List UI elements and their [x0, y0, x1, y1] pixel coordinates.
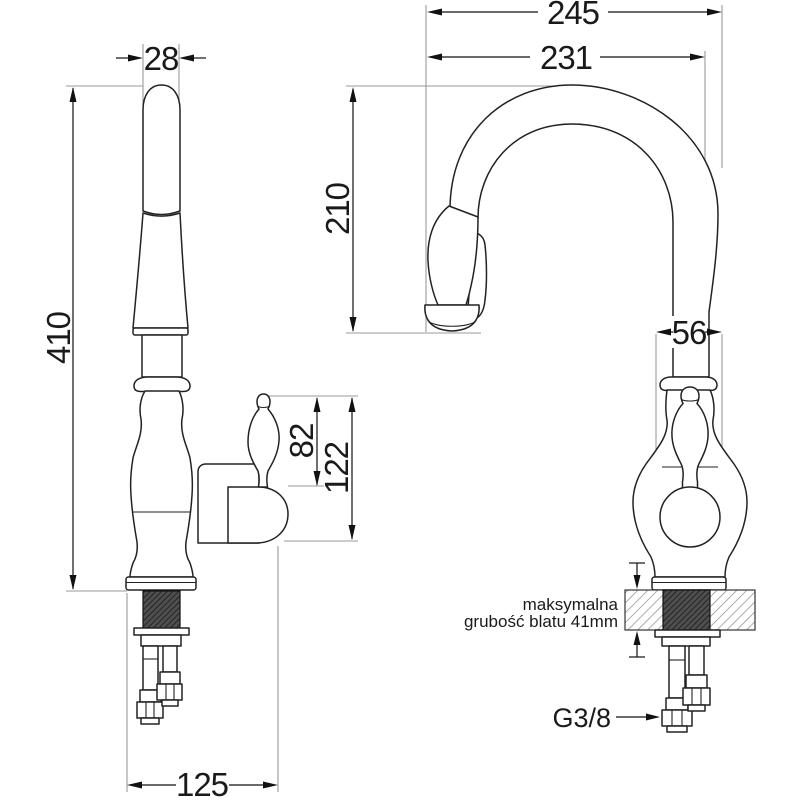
spray-head-cap-front	[143, 85, 180, 214]
spray-outlet-cup	[425, 305, 479, 331]
threaded-stem-side	[663, 590, 710, 630]
arrowhead	[656, 329, 671, 336]
hose-tube	[163, 646, 177, 672]
front-view-dimensions	[40, 40, 356, 800]
arrowhead	[427, 54, 442, 61]
side-view	[319, 0, 755, 733]
arrowhead	[263, 782, 278, 789]
countertop-note-line1: maksymalna	[522, 595, 618, 614]
mounting-flange-side	[655, 630, 720, 637]
hose-tube	[689, 646, 704, 675]
dim-spout-width-label: 28	[143, 40, 179, 77]
neck-front	[142, 335, 182, 377]
mounting-bracket-front	[141, 635, 181, 646]
dim-base-width-label: 56	[671, 314, 707, 351]
arrowhead	[70, 87, 77, 102]
dim-total-height-label: 410	[40, 311, 77, 365]
dim-handle-height-label: 82	[283, 423, 320, 459]
arrowhead	[634, 575, 641, 589]
dim-base-depth-label: 125	[175, 766, 229, 800]
dim-total-reach-label: 245	[546, 0, 600, 31]
hose-tip	[688, 705, 705, 711]
mounting-flange-front	[134, 628, 189, 635]
arrowhead	[127, 782, 142, 789]
supply-hoses-front	[137, 646, 182, 724]
arrowhead	[646, 714, 660, 721]
dim-spout-drop-label: 210	[319, 182, 356, 236]
hose-nut	[683, 688, 710, 705]
arrowhead	[70, 575, 77, 590]
arrowhead	[690, 54, 705, 61]
hose-nut	[137, 702, 163, 718]
dim-spout-reach-label: 231	[539, 39, 593, 76]
arrowhead	[179, 55, 194, 62]
hose-tip	[141, 718, 159, 724]
front-view-faucet	[126, 85, 288, 724]
dim-outlet-height-label: 122	[318, 441, 355, 495]
front-view	[40, 40, 358, 800]
body-medallion	[660, 487, 720, 547]
body-front	[130, 391, 193, 577]
neck-ring-front	[133, 328, 188, 335]
collar-front	[134, 377, 190, 392]
arrowhead	[634, 631, 641, 645]
thread-size-label: G3/8	[552, 703, 611, 733]
hose-nut	[662, 710, 692, 726]
arrowhead	[349, 397, 356, 412]
spray-head-side	[428, 206, 478, 305]
hose-fitting	[686, 675, 707, 688]
cartridge-bulge-front	[228, 487, 288, 543]
arrowhead	[349, 525, 356, 540]
arrowhead	[707, 329, 722, 336]
hose-tip	[667, 726, 687, 732]
hose-tip	[162, 700, 178, 706]
arrowhead	[707, 9, 722, 16]
front-view-extension-lines	[66, 44, 358, 792]
threaded-stem-front	[143, 591, 180, 628]
supply-hoses-side	[662, 646, 710, 732]
arrowhead	[314, 397, 321, 412]
arrowhead	[427, 9, 442, 16]
arrowhead	[350, 317, 357, 332]
base-plate-front	[126, 577, 196, 590]
mounting-bracket-side	[662, 637, 710, 646]
hose-nut	[157, 684, 182, 700]
arrowhead	[350, 87, 357, 102]
spout-taper-front	[133, 213, 188, 328]
countertop-note-line2: grubość blatu 41mm	[463, 612, 618, 631]
hose-fitting	[160, 672, 180, 684]
side-view-faucet	[425, 85, 755, 732]
arrowhead	[128, 55, 143, 62]
hose-tube	[143, 646, 158, 690]
base-plate-side	[652, 577, 726, 590]
